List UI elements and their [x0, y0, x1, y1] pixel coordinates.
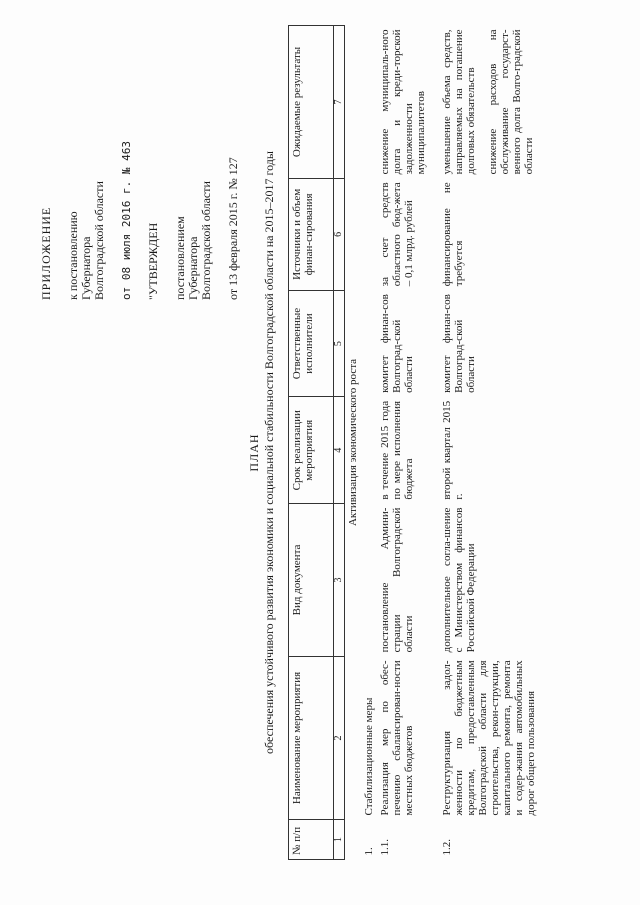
row-term: второй квартал 2015 г.	[441, 400, 465, 500]
header-name: Наименование мероприятия	[289, 656, 334, 819]
section-title: Активизация экономического роста	[347, 358, 359, 527]
col-number-6: 6	[334, 178, 345, 290]
row-res-para: снижение муниципаль-ного долга и креди-торской задолженности муниципалитетов	[379, 29, 427, 175]
approval-line-2: Губернатора	[186, 236, 200, 300]
header-term: Срок реализации мероприятия	[289, 397, 334, 504]
row-term: в течение 2015 года по мере исполнения бюджета	[379, 400, 415, 500]
appendix-line-1: к постановлению	[66, 211, 80, 300]
row-src: финансирование не требуется	[441, 182, 465, 287]
row-num: 1.1.	[379, 839, 391, 856]
header-doc: Вид документа	[289, 504, 334, 657]
column-number-row	[334, 26, 345, 860]
document-subtitle: обеспечения устойчивого развития экономики и социальной стабильности Волгоградской области на 2015–2017 годы	[262, 151, 276, 754]
approval-line-3: Волгоградской области	[199, 181, 213, 300]
plan-table	[288, 25, 547, 860]
header-exec: Ответственные исполнители	[289, 290, 334, 397]
row-exec: комитет финан-сов Волгоград-ской области	[379, 294, 415, 393]
row-exec: комитет финан-сов Волгоград-ской области	[441, 294, 477, 393]
header-res: Ожидаемые результаты	[289, 26, 334, 179]
col-number-7: 7	[334, 26, 345, 179]
appendix-date-text: от 08 июля 2016 г. № 463	[120, 141, 133, 300]
appendix-date	[120, 20, 133, 300]
header-num: № п/п	[289, 820, 334, 860]
appendix-line-3: Волгоградской области	[92, 181, 106, 300]
group-row	[361, 26, 377, 860]
approval-date: от 13 февраля 2015 г. № 127	[226, 157, 240, 300]
col-number-3: 3	[334, 504, 345, 657]
header-src: Источники и объем финан-сирования	[289, 178, 334, 290]
group-num: 1.	[363, 847, 375, 856]
document-title	[247, 0, 262, 905]
group-name: Стабилизационные меры	[363, 697, 375, 816]
row-res-para: снижение расходов на обслуживание государст-венного долга Волго-градской области	[487, 29, 535, 175]
row-name: Реструктуризация задол-женности по бюджетным кредитам, предоставленным Волгоградской области для строительства, рекон-струкции, капитального ремонта, ремонта и содер-жания автомобильных дорог общего пользования	[441, 660, 537, 816]
col-number-4: 4	[334, 397, 345, 504]
row-doc: дополнительное согла-шение с Министерством финансов Российской Федерации	[441, 507, 477, 653]
section-row	[345, 26, 362, 860]
appendix-block	[40, 20, 240, 300]
appendix-line-2: Губернатора	[79, 236, 93, 300]
row-doc: постановление Админи-страции Волгоградской области	[379, 507, 415, 653]
row-res	[377, 26, 439, 179]
row-src: за счет средств областного бюд-жета – 0,1 млрд. рублей	[379, 182, 415, 287]
row-res	[439, 26, 547, 179]
row-num: 1.2.	[441, 839, 453, 856]
table-row	[439, 26, 547, 860]
table-header-row	[289, 26, 334, 860]
approval-line-1: постановлением	[173, 216, 187, 300]
col-number-2: 2	[334, 656, 345, 819]
approval-heading: "УТВЕРЖДЕН	[146, 222, 160, 300]
table-row	[377, 26, 439, 860]
row-name: Реализация мер по обес-печению сбалансирован-ности местных бюджетов	[379, 660, 415, 816]
col-number-5: 5	[334, 290, 345, 397]
row-res-para: уменьшение объема средств, направляемых на погашение долговых обязательств	[441, 29, 477, 175]
appendix-heading: ПРИЛОЖЕНИЕ	[39, 206, 53, 300]
col-number-1: 1	[334, 820, 345, 860]
plan-title: ПЛАН	[247, 433, 261, 472]
